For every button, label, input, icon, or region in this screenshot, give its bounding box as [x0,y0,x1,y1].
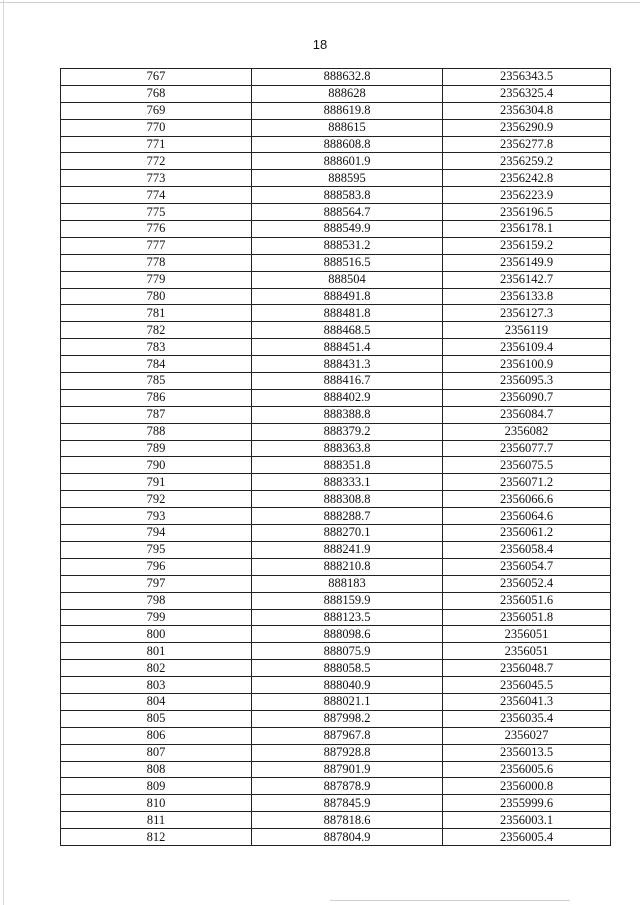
y-coordinate-cell: 2356343.5 [443,69,611,86]
point-number-cell: 807 [61,744,252,761]
x-coordinate-cell: 888308.8 [252,491,443,508]
x-coordinate-cell: 888615 [252,119,443,136]
y-coordinate-cell: 2356277.8 [443,136,611,153]
y-coordinate-cell: 2356048.7 [443,660,611,677]
point-number-cell: 796 [61,558,252,575]
point-number-cell: 790 [61,457,252,474]
table-row [61,406,611,423]
y-coordinate-cell: 2356051 [443,643,611,660]
y-coordinate-cell: 2356066.6 [443,491,611,508]
x-coordinate-cell: 888159.9 [252,592,443,609]
page-top-edge [0,2,640,3]
table-row [61,440,611,457]
table-row [61,254,611,271]
x-coordinate-cell: 888491.8 [252,288,443,305]
point-number-cell: 799 [61,609,252,626]
y-coordinate-cell: 2356242.8 [443,170,611,187]
coordinates-table-body [61,69,611,846]
y-coordinate-cell: 2356051.6 [443,592,611,609]
y-coordinate-cell: 2356149.9 [443,254,611,271]
x-coordinate-cell: 888504 [252,271,443,288]
y-coordinate-cell: 2356052.4 [443,575,611,592]
table-row [61,339,611,356]
x-coordinate-cell: 888451.4 [252,339,443,356]
table-row [61,744,611,761]
point-number-cell: 780 [61,288,252,305]
point-number-cell: 812 [61,829,252,846]
table-row [61,525,611,542]
point-number-cell: 772 [61,153,252,170]
x-coordinate-cell: 888021.1 [252,693,443,710]
point-number-cell: 768 [61,85,252,102]
x-coordinate-cell: 888628 [252,85,443,102]
table-row [61,643,611,660]
y-coordinate-cell: 2356027 [443,727,611,744]
x-coordinate-cell: 888632.8 [252,69,443,86]
table-row [61,69,611,86]
table-row [61,221,611,238]
table-row [61,85,611,102]
x-coordinate-cell: 887998.2 [252,710,443,727]
y-coordinate-cell: 2356054.7 [443,558,611,575]
y-coordinate-cell: 2356119 [443,322,611,339]
x-coordinate-cell: 888595 [252,170,443,187]
x-coordinate-cell: 888531.2 [252,237,443,254]
table-row [61,677,611,694]
y-coordinate-cell: 2356041.3 [443,693,611,710]
y-coordinate-cell: 2356196.5 [443,204,611,221]
table-row [61,795,611,812]
x-coordinate-cell: 888416.7 [252,373,443,390]
y-coordinate-cell: 2356100.9 [443,356,611,373]
table-row [61,491,611,508]
point-number-cell: 808 [61,761,252,778]
point-number-cell: 771 [61,136,252,153]
table-row [61,288,611,305]
x-coordinate-cell: 888516.5 [252,254,443,271]
point-number-cell: 802 [61,660,252,677]
x-coordinate-cell: 888388.8 [252,406,443,423]
y-coordinate-cell: 2356064.6 [443,508,611,525]
point-number-cell: 798 [61,592,252,609]
table-row [61,761,611,778]
table-row [61,305,611,322]
x-coordinate-cell: 888549.9 [252,221,443,238]
x-coordinate-cell: 888601.9 [252,153,443,170]
point-number-cell: 777 [61,237,252,254]
table-row [61,812,611,829]
y-coordinate-cell: 2356095.3 [443,373,611,390]
point-number-cell: 783 [61,339,252,356]
point-number-cell: 792 [61,491,252,508]
x-coordinate-cell: 888098.6 [252,626,443,643]
y-coordinate-cell: 2356304.8 [443,102,611,119]
point-number-cell: 810 [61,795,252,812]
point-number-cell: 767 [61,69,252,86]
point-number-cell: 774 [61,187,252,204]
x-coordinate-cell: 887928.8 [252,744,443,761]
point-number-cell: 778 [61,254,252,271]
table-row [61,423,611,440]
y-coordinate-cell: 2356000.8 [443,778,611,795]
point-number-cell: 770 [61,119,252,136]
y-coordinate-cell: 2356051 [443,626,611,643]
y-coordinate-cell: 2356045.5 [443,677,611,694]
table-row [61,102,611,119]
x-coordinate-cell: 888075.9 [252,643,443,660]
y-coordinate-cell: 2356290.9 [443,119,611,136]
x-coordinate-cell: 888333.1 [252,474,443,491]
point-number-cell: 805 [61,710,252,727]
point-number-cell: 776 [61,221,252,238]
x-coordinate-cell: 888351.8 [252,457,443,474]
point-number-cell: 811 [61,812,252,829]
point-number-cell: 791 [61,474,252,491]
x-coordinate-cell: 888210.8 [252,558,443,575]
point-number-cell: 793 [61,508,252,525]
point-number-cell: 801 [61,643,252,660]
table-row [61,575,611,592]
y-coordinate-cell: 2356003.1 [443,812,611,829]
table-row [61,474,611,491]
table-row [61,626,611,643]
table-row [61,558,611,575]
x-coordinate-cell: 888123.5 [252,609,443,626]
x-coordinate-cell: 887845.9 [252,795,443,812]
coordinates-table [60,68,611,846]
table-row [61,457,611,474]
y-coordinate-cell: 2356159.2 [443,237,611,254]
table-row [61,592,611,609]
y-coordinate-cell: 2356178.1 [443,221,611,238]
x-coordinate-cell: 888481.8 [252,305,443,322]
point-number-cell: 794 [61,525,252,542]
x-coordinate-cell: 888583.8 [252,187,443,204]
y-coordinate-cell: 2355999.6 [443,795,611,812]
point-number-cell: 784 [61,356,252,373]
point-number-cell: 806 [61,727,252,744]
table-row [61,237,611,254]
point-number-cell: 804 [61,693,252,710]
x-coordinate-cell: 888288.7 [252,508,443,525]
x-coordinate-cell: 888564.7 [252,204,443,221]
table-row [61,136,611,153]
x-coordinate-cell: 888363.8 [252,440,443,457]
y-coordinate-cell: 2356051.8 [443,609,611,626]
page-bottom-edge [330,900,570,901]
point-number-cell: 787 [61,406,252,423]
table-row [61,778,611,795]
point-number-cell: 769 [61,102,252,119]
y-coordinate-cell: 2356142.7 [443,271,611,288]
table-row [61,271,611,288]
x-coordinate-cell: 888431.3 [252,356,443,373]
point-number-cell: 788 [61,423,252,440]
point-number-cell: 779 [61,271,252,288]
x-coordinate-cell: 887967.8 [252,727,443,744]
y-coordinate-cell: 2356109.4 [443,339,611,356]
y-coordinate-cell: 2356005.6 [443,761,611,778]
x-coordinate-cell: 887804.9 [252,829,443,846]
point-number-cell: 795 [61,541,252,558]
table-row [61,204,611,221]
x-coordinate-cell: 888183 [252,575,443,592]
point-number-cell: 800 [61,626,252,643]
x-coordinate-cell: 887878.9 [252,778,443,795]
y-coordinate-cell: 2356084.7 [443,406,611,423]
point-number-cell: 786 [61,389,252,406]
y-coordinate-cell: 2356090.7 [443,389,611,406]
page-left-edge [3,0,4,905]
table-row [61,170,611,187]
table-row [61,660,611,677]
x-coordinate-cell: 888058.5 [252,660,443,677]
table-row [61,727,611,744]
x-coordinate-cell: 887818.6 [252,812,443,829]
point-number-cell: 809 [61,778,252,795]
y-coordinate-cell: 2356259.2 [443,153,611,170]
x-coordinate-cell: 888402.9 [252,389,443,406]
table-row [61,710,611,727]
y-coordinate-cell: 2356013.5 [443,744,611,761]
point-number-cell: 789 [61,440,252,457]
table-row [61,693,611,710]
table-row [61,187,611,204]
y-coordinate-cell: 2356071.2 [443,474,611,491]
y-coordinate-cell: 2356325.4 [443,85,611,102]
y-coordinate-cell: 2356058.4 [443,541,611,558]
x-coordinate-cell: 888379.2 [252,423,443,440]
y-coordinate-cell: 2356077.7 [443,440,611,457]
x-coordinate-cell: 887901.9 [252,761,443,778]
x-coordinate-cell: 888468.5 [252,322,443,339]
table-row [61,389,611,406]
table-row [61,153,611,170]
x-coordinate-cell: 888270.1 [252,525,443,542]
point-number-cell: 775 [61,204,252,221]
table-row [61,322,611,339]
table-row [61,508,611,525]
table-row [61,119,611,136]
y-coordinate-cell: 2356075.5 [443,457,611,474]
y-coordinate-cell: 2356061.2 [443,525,611,542]
point-number-cell: 773 [61,170,252,187]
point-number-cell: 782 [61,322,252,339]
point-number-cell: 785 [61,373,252,390]
x-coordinate-cell: 888608.8 [252,136,443,153]
table-row [61,373,611,390]
table-row [61,541,611,558]
y-coordinate-cell: 2356005.4 [443,829,611,846]
y-coordinate-cell: 2356223.9 [443,187,611,204]
page-number: 18 [312,37,328,52]
table-row [61,609,611,626]
table-row [61,829,611,846]
x-coordinate-cell: 888040.9 [252,677,443,694]
point-number-cell: 803 [61,677,252,694]
x-coordinate-cell: 888619.8 [252,102,443,119]
y-coordinate-cell: 2356082 [443,423,611,440]
y-coordinate-cell: 2356133.8 [443,288,611,305]
table-row [61,356,611,373]
point-number-cell: 797 [61,575,252,592]
x-coordinate-cell: 888241.9 [252,541,443,558]
y-coordinate-cell: 2356035.4 [443,710,611,727]
point-number-cell: 781 [61,305,252,322]
y-coordinate-cell: 2356127.3 [443,305,611,322]
